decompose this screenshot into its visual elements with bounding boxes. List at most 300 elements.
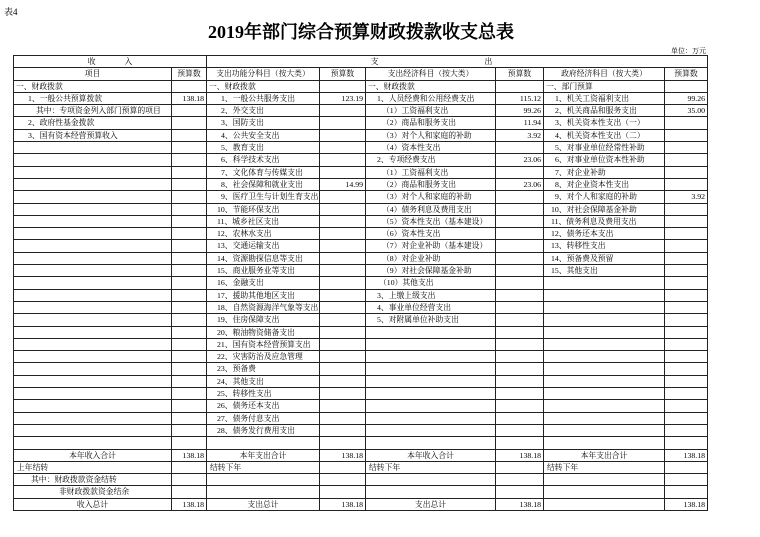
function-category-cell: 23、预备费: [207, 363, 320, 374]
economic-amount-cell: [496, 388, 544, 399]
gov-economic-category-cell: [544, 388, 665, 399]
economic-amount-cell: 138.18: [496, 499, 544, 510]
gov-economic-category-cell: [544, 351, 665, 362]
gov-economic-category-cell: [544, 314, 665, 325]
income-item-cell: [14, 290, 172, 301]
function-amount-cell: [320, 327, 366, 338]
economic-category-cell: [366, 437, 496, 448]
income-item-cell: 其中：专项资金列入部门预算的项目: [14, 105, 172, 116]
function-amount-cell: [320, 400, 366, 411]
income-item-cell: 非财政拨款资金结余: [14, 486, 172, 497]
table-body: [14, 81, 708, 511]
income-amount-cell: [172, 253, 207, 264]
function-category-cell: 27、债务付息支出: [207, 413, 320, 424]
income-amount-cell: [172, 314, 207, 325]
gov-economic-amount-cell: [665, 351, 708, 362]
gov-economic-category-cell: [544, 376, 665, 387]
function-amount-cell: [320, 302, 366, 313]
income-item-cell: 3、国有资本经营预算收入: [14, 130, 172, 141]
income-amount-cell: [172, 413, 207, 424]
function-amount-cell: [320, 425, 366, 436]
income-item-cell: [14, 265, 172, 276]
gov-economic-amount-cell: [665, 240, 708, 251]
gov-economic-amount-cell: [665, 290, 708, 301]
function-amount-cell: [320, 240, 366, 251]
income-amount-cell: [172, 105, 207, 116]
income-amount-cell: [172, 327, 207, 338]
function-amount-cell: [320, 142, 366, 153]
economic-amount-cell: [496, 216, 544, 227]
function-amount-cell: [320, 339, 366, 350]
economic-amount-cell: 23.06: [496, 179, 544, 190]
gov-economic-amount-cell: [665, 277, 708, 288]
gov-economic-category-cell: [544, 290, 665, 301]
gov-economic-category-cell: 3、机关资本性支出（一）: [544, 117, 665, 128]
income-item-cell: [14, 167, 172, 178]
gov-economic-amount-cell: [665, 117, 708, 128]
gov-economic-category-cell: 11、债务利息及费用支出: [544, 216, 665, 227]
economic-category-cell: （3）对个人和家庭的补助: [366, 130, 496, 141]
economic-category-cell: （8）对企业补助: [366, 253, 496, 264]
table-row: [14, 240, 708, 252]
economic-amount-cell: [496, 339, 544, 350]
economic-category-cell: （9）对社会保障基金补助: [366, 265, 496, 276]
income-item-cell: [14, 339, 172, 350]
gov-economic-amount-cell: [665, 425, 708, 436]
table-row: [14, 450, 708, 462]
economic-amount-cell: [496, 474, 544, 485]
economic-amount-cell: [496, 290, 544, 301]
economic-category-cell: [366, 376, 496, 387]
economic-category-cell: 1、人员经费和公用经费支出: [366, 93, 496, 104]
budget-table: [13, 55, 708, 511]
income-amount-cell: [172, 425, 207, 436]
economic-category-cell: [366, 339, 496, 350]
income-item-cell: [14, 437, 172, 448]
economic-amount-cell: 3.92: [496, 130, 544, 141]
function-category-cell: 10、节能环保支出: [207, 204, 320, 215]
income-amount-cell: [172, 302, 207, 313]
function-amount-cell: [320, 191, 366, 202]
table-row: [14, 130, 708, 142]
function-amount-cell: [320, 216, 366, 227]
economic-amount-cell: [496, 363, 544, 374]
income-item-cell: [14, 400, 172, 411]
income-amount-cell: [172, 240, 207, 251]
gov-economic-amount-cell: [665, 486, 708, 497]
income-item-cell: [14, 142, 172, 153]
gov-economic-category-cell: [544, 437, 665, 448]
gov-economic-category-cell: [544, 339, 665, 350]
function-category-cell: 一、财政拨款: [207, 81, 320, 92]
table-row: [14, 204, 708, 216]
income-amount-cell: [172, 191, 207, 202]
economic-category-cell: （6）资本性支出: [366, 228, 496, 239]
page-title: 2019年部门综合预算财政拨款收支总表: [208, 22, 514, 42]
income-item-cell: 一、财政拨款: [14, 81, 172, 92]
gov-economic-category-cell: [544, 486, 665, 497]
economic-amount-cell: [496, 81, 544, 92]
economic-category-cell: （3）对个人和家庭的补助: [366, 191, 496, 202]
function-amount-cell: [320, 228, 366, 239]
economic-category-cell: [366, 413, 496, 424]
economic-amount-cell: [496, 240, 544, 251]
function-amount-cell: 138.18: [320, 499, 366, 510]
economic-category-cell: 支出总计: [366, 499, 496, 510]
function-amount-cell: [320, 413, 366, 424]
function-category-cell: 3、国防支出: [207, 117, 320, 128]
economic-category-cell: （5）资本性支出（基本建设）: [366, 216, 496, 227]
gov-economic-amount-cell: [665, 400, 708, 411]
column-header-gov-economic-category: 政府经济科目（按大类）: [544, 68, 665, 79]
income-amount-cell: [172, 130, 207, 141]
table-row: [14, 363, 708, 375]
gov-economic-amount-cell: [665, 154, 708, 165]
gov-economic-amount-cell: [665, 314, 708, 325]
income-amount-cell: [172, 462, 207, 473]
table-row: [14, 179, 708, 191]
income-item-cell: [14, 327, 172, 338]
table-row: [14, 302, 708, 314]
income-item-cell: [14, 351, 172, 362]
economic-amount-cell: [496, 486, 544, 497]
group-header-row: [14, 56, 708, 68]
gov-economic-amount-cell: [665, 388, 708, 399]
income-item-cell: 2、政府性基金拨款: [14, 117, 172, 128]
table-row: [14, 376, 708, 388]
economic-category-cell: 一、财政拨款: [366, 81, 496, 92]
function-category-cell: [207, 486, 320, 497]
function-category-cell: 6、科学技术支出: [207, 154, 320, 165]
function-amount-cell: 138.18: [320, 450, 366, 461]
gov-economic-amount-cell: [665, 142, 708, 153]
function-category-cell: 15、商业服务业等支出: [207, 265, 320, 276]
income-item-cell: [14, 314, 172, 325]
income-amount-cell: [172, 117, 207, 128]
economic-category-cell: （10）其他支出: [366, 277, 496, 288]
gov-economic-category-cell: 一、部门预算: [544, 81, 665, 92]
function-category-cell: 25、转移性支出: [207, 388, 320, 399]
income-amount-cell: [172, 167, 207, 178]
gov-economic-amount-cell: [665, 474, 708, 485]
table-row: [14, 425, 708, 437]
income-amount-cell: [172, 204, 207, 215]
economic-amount-cell: [496, 167, 544, 178]
table-row: [14, 388, 708, 400]
gov-economic-amount-cell: [665, 228, 708, 239]
gov-economic-category-cell: 8、对企业资本性支出: [544, 179, 665, 190]
income-item-cell: [14, 216, 172, 227]
economic-amount-cell: [496, 253, 544, 264]
function-amount-cell: [320, 117, 366, 128]
economic-amount-cell: [496, 204, 544, 215]
income-amount-cell: 138.18: [172, 450, 207, 461]
function-amount-cell: [320, 265, 366, 276]
gov-economic-amount-cell: [665, 339, 708, 350]
gov-economic-amount-cell: [665, 437, 708, 448]
table-row: [14, 105, 708, 117]
economic-amount-cell: [496, 302, 544, 313]
function-amount-cell: [320, 105, 366, 116]
function-category-cell: [207, 474, 320, 485]
table-row: [14, 265, 708, 277]
economic-amount-cell: 115.12: [496, 93, 544, 104]
function-category-cell: 14、资源勘探信息等支出: [207, 253, 320, 264]
column-header-row: [14, 68, 708, 80]
income-item-cell: [14, 191, 172, 202]
economic-amount-cell: [496, 314, 544, 325]
gov-economic-amount-cell: 138.18: [665, 499, 708, 510]
function-amount-cell: 14.99: [320, 179, 366, 190]
table-row: [14, 290, 708, 302]
column-header-economic-category: 支出经济科目（按大类）: [366, 68, 496, 79]
table-row: [14, 154, 708, 166]
table-row: [14, 167, 708, 179]
table-row: [14, 117, 708, 129]
economic-amount-cell: [496, 265, 544, 276]
gov-economic-amount-cell: [665, 376, 708, 387]
function-amount-cell: [320, 253, 366, 264]
gov-economic-category-cell: [544, 400, 665, 411]
income-amount-cell: [172, 265, 207, 276]
table-row: [14, 474, 708, 486]
gov-economic-category-cell: 1、机关工资福利支出: [544, 93, 665, 104]
economic-category-cell: （1）工资福利支出: [366, 167, 496, 178]
income-item-cell: [14, 277, 172, 288]
income-item-cell: [14, 413, 172, 424]
function-category-cell: 17、援助其他地区支出: [207, 290, 320, 301]
economic-amount-cell: [496, 400, 544, 411]
function-category-cell: 结转下年: [207, 462, 320, 473]
gov-economic-category-cell: 7、对企业补助: [544, 167, 665, 178]
income-amount-cell: [172, 154, 207, 165]
function-category-cell: 13、交通运输支出: [207, 240, 320, 251]
function-category-cell: 18、自然资源海洋气象等支出: [207, 302, 320, 313]
gov-economic-category-cell: [544, 499, 665, 510]
column-header-economic-amount: 预算数: [496, 68, 544, 79]
economic-amount-cell: 23.06: [496, 154, 544, 165]
income-item-cell: [14, 154, 172, 165]
table-row: [14, 253, 708, 265]
table-row: [14, 216, 708, 228]
gov-economic-amount-cell: [665, 204, 708, 215]
column-header-income-amount: 预算数: [172, 68, 207, 79]
income-amount-cell: [172, 363, 207, 374]
gov-economic-amount-cell: 35.00: [665, 105, 708, 116]
table-row: [14, 228, 708, 240]
income-item-cell: 1、一般公共预算拨款: [14, 93, 172, 104]
function-category-cell: 19、住房保障支出: [207, 314, 320, 325]
economic-amount-cell: [496, 351, 544, 362]
function-category-cell: 16、金融支出: [207, 277, 320, 288]
income-item-cell: 收入总计: [14, 499, 172, 510]
income-amount-cell: [172, 339, 207, 350]
income-item-cell: [14, 240, 172, 251]
income-amount-cell: [172, 290, 207, 301]
gov-economic-category-cell: 10、对社会保障基金补助: [544, 204, 665, 215]
function-category-cell: 4、公共安全支出: [207, 130, 320, 141]
function-amount-cell: [320, 204, 366, 215]
column-header-item: 项目: [14, 68, 172, 79]
economic-category-cell: [366, 474, 496, 485]
table-row: [14, 413, 708, 425]
function-amount-cell: [320, 474, 366, 485]
gov-economic-category-cell: 本年支出合计: [544, 450, 665, 461]
function-category-cell: [207, 437, 320, 448]
economic-amount-cell: [496, 191, 544, 202]
economic-category-cell: （4）资本性支出: [366, 142, 496, 153]
function-amount-cell: [320, 351, 366, 362]
economic-category-cell: 3、上缴上级支出: [366, 290, 496, 301]
gov-economic-category-cell: [544, 474, 665, 485]
economic-amount-cell: [496, 376, 544, 387]
function-category-cell: 5、教育支出: [207, 142, 320, 153]
function-amount-cell: [320, 363, 366, 374]
economic-category-cell: （4）债务利息及费用支出: [366, 204, 496, 215]
gov-economic-category-cell: [544, 363, 665, 374]
gov-economic-category-cell: [544, 277, 665, 288]
table-row: [14, 462, 708, 474]
income-amount-cell: 138.18: [172, 93, 207, 104]
income-amount-cell: [172, 81, 207, 92]
table-row: [14, 191, 708, 203]
table-row: [14, 81, 708, 93]
income-amount-cell: [172, 474, 207, 485]
income-amount-cell: [172, 376, 207, 387]
economic-amount-cell: [496, 425, 544, 436]
function-category-cell: 21、国有资本经营预算支出: [207, 339, 320, 350]
table-row: [14, 327, 708, 339]
economic-amount-cell: [496, 228, 544, 239]
gov-economic-category-cell: [544, 425, 665, 436]
unit-label: 单位：万元: [671, 47, 706, 55]
function-category-cell: 本年支出合计: [207, 450, 320, 461]
function-amount-cell: [320, 376, 366, 387]
economic-amount-cell: [496, 462, 544, 473]
economic-amount-cell: [496, 277, 544, 288]
function-amount-cell: [320, 437, 366, 448]
function-category-cell: 20、粮油物资储备支出: [207, 327, 320, 338]
income-item-cell: [14, 425, 172, 436]
gov-economic-amount-cell: [665, 462, 708, 473]
function-amount-cell: [320, 462, 366, 473]
gov-economic-amount-cell: [665, 302, 708, 313]
function-amount-cell: [320, 130, 366, 141]
function-amount-cell: [320, 314, 366, 325]
gov-economic-amount-cell: [665, 265, 708, 276]
income-amount-cell: [172, 486, 207, 497]
table-row: [14, 93, 708, 105]
economic-category-cell: （2）商品和服务支出: [366, 117, 496, 128]
economic-amount-cell: [496, 413, 544, 424]
economic-category-cell: [366, 425, 496, 436]
gov-economic-category-cell: 4、机关资本性支出（二）: [544, 130, 665, 141]
gov-economic-amount-cell: [665, 81, 708, 92]
gov-economic-category-cell: 2、机关商品和服务支出: [544, 105, 665, 116]
economic-amount-cell: 138.18: [496, 450, 544, 461]
income-amount-cell: [172, 437, 207, 448]
function-category-cell: 28、债务发行费用支出: [207, 425, 320, 436]
gov-economic-amount-cell: 3.92: [665, 191, 708, 202]
income-item-cell: [14, 204, 172, 215]
function-amount-cell: [320, 277, 366, 288]
column-header-function-category: 支出功能分科目（按大类）: [207, 68, 320, 79]
gov-economic-amount-cell: [665, 130, 708, 141]
gov-economic-category-cell: 9、对个人和家庭的补助: [544, 191, 665, 202]
gov-economic-amount-cell: [665, 216, 708, 227]
income-amount-cell: [172, 142, 207, 153]
gov-economic-amount-cell: [665, 363, 708, 374]
income-amount-cell: [172, 228, 207, 239]
income-item-cell: 上年结转: [14, 462, 172, 473]
table-row: [14, 351, 708, 363]
gov-economic-amount-cell: 138.18: [665, 450, 708, 461]
function-amount-cell: [320, 388, 366, 399]
function-amount-cell: [320, 154, 366, 165]
gov-economic-category-cell: [544, 327, 665, 338]
table-row: [14, 314, 708, 326]
income-amount-cell: [172, 277, 207, 288]
gov-economic-category-cell: 结转下年: [544, 462, 665, 473]
gov-economic-amount-cell: 99.26: [665, 93, 708, 104]
function-category-cell: 26、债务还本支出: [207, 400, 320, 411]
economic-category-cell: [366, 363, 496, 374]
income-amount-cell: [172, 351, 207, 362]
gov-economic-amount-cell: [665, 253, 708, 264]
function-category-cell: 1、一般公共服务支出: [207, 93, 320, 104]
economic-category-cell: [366, 486, 496, 497]
income-item-cell: [14, 179, 172, 190]
table-row: [14, 400, 708, 412]
table-row: [14, 437, 708, 449]
economic-category-cell: [366, 327, 496, 338]
economic-amount-cell: [496, 327, 544, 338]
economic-category-cell: 4、事业单位经营支出: [366, 302, 496, 313]
income-amount-cell: [172, 388, 207, 399]
function-amount-cell: 123.19: [320, 93, 366, 104]
table-row: [14, 499, 708, 511]
table-row: [14, 277, 708, 289]
gov-economic-category-cell: 15、其他支出: [544, 265, 665, 276]
gov-economic-category-cell: [544, 413, 665, 424]
economic-amount-cell: 11.94: [496, 117, 544, 128]
gov-economic-category-cell: 13、转移性支出: [544, 240, 665, 251]
income-amount-cell: [172, 400, 207, 411]
income-item-cell: [14, 302, 172, 313]
economic-category-cell: [366, 351, 496, 362]
income-item-cell: [14, 228, 172, 239]
gov-economic-amount-cell: [665, 327, 708, 338]
function-amount-cell: [320, 167, 366, 178]
function-category-cell: 2、外交支出: [207, 105, 320, 116]
income-item-cell: [14, 388, 172, 399]
economic-category-cell: 5、对附属单位补助支出: [366, 314, 496, 325]
table-row: [14, 142, 708, 154]
gov-economic-category-cell: 14、预备费及预留: [544, 253, 665, 264]
economic-amount-cell: 99.26: [496, 105, 544, 116]
economic-category-cell: 本年收入合计: [366, 450, 496, 461]
table-row: [14, 486, 708, 498]
gov-economic-category-cell: 12、债务还本支出: [544, 228, 665, 239]
economic-category-cell: [366, 400, 496, 411]
income-item-cell: [14, 253, 172, 264]
economic-amount-cell: [496, 437, 544, 448]
function-category-cell: 24、其他支出: [207, 376, 320, 387]
income-item-cell: [14, 376, 172, 387]
gov-economic-category-cell: [544, 302, 665, 313]
economic-category-cell: （2）商品和服务支出: [366, 179, 496, 190]
function-category-cell: 22、灾害防治及应急管理: [207, 351, 320, 362]
